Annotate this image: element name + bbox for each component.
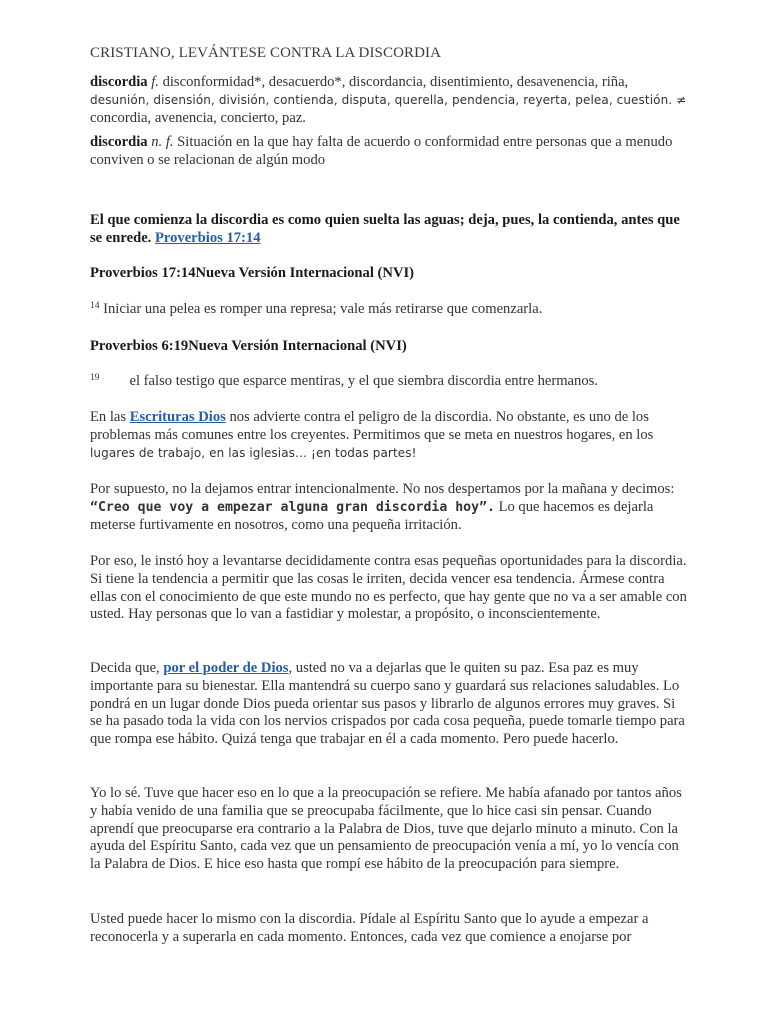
definition-1-term: discordia <box>90 74 148 90</box>
verse-number-14: 14 <box>90 301 100 311</box>
paragraph-4-b: , usted no va a dejarlas que le quiten su paz. Esa paz es muy importante para su bienestar. Ella mantendrá su cuerpo sano y guardará sus relaciones saludables. Lo pondrá en un lugar donde Dios pueda orientar sus pasos y librarlo de algunos errores muy graves. Si se ha pasado toda la vida con los nervios crispados por cada cosa pequeña, puede tomarle tiempo para que rompa ese hábito. Quizá tenga que trabajar en él a cada momento. Pero puede hacerlo. <box>90 660 685 748</box>
paragraph-1-a: En las <box>90 409 130 425</box>
heading-proverbios-6-19: Proverbios 6:19Nueva Versión Internacional (NVI) <box>90 338 407 354</box>
verse-number-19: 19 <box>90 373 100 383</box>
proverbios-17-14-link[interactable]: Proverbios 17:14 <box>154 229 261 246</box>
verse-quote-text: El que comienza la discordia es como quien suelta las aguas; deja, pues, la contienda, antes que se enrede. <box>90 212 680 246</box>
verse-19 <box>90 373 690 391</box>
paragraph-2 <box>90 481 690 534</box>
definition-2-pos: n. f. <box>151 134 174 150</box>
verse-14 <box>90 301 690 319</box>
paragraph-2-quote: “Creo que voy a empezar alguna gran discordia hoy”. <box>90 499 495 515</box>
paragraph-1-c: lugares de trabajo, en las iglesias… ¡en todas partes! <box>90 445 417 460</box>
definition-1 <box>90 74 690 127</box>
paragraph-2-a: Por supuesto, no la dejamos entrar intencionalmente. No nos despertamos por la mañana y decimos: <box>90 481 675 497</box>
definition-2 <box>90 134 690 170</box>
paragraph-2-b: Lo que hacemos es dejarla meterse furtivamente en nosotros, como una pequeña irritación. <box>90 498 654 533</box>
paragraph-1-b: nos advierte contra el peligro de la discordia. No obstante, es uno de los problemas más comunes entre los creyentes. Permitimos que se meta en nuestros hogares, en los <box>90 409 654 443</box>
page-title: CRISTIANO, LEVÁNTESE CONTRA LA DISCORDIA <box>90 45 442 61</box>
escrituras-dios-link[interactable]: Escrituras Dios <box>129 409 226 425</box>
definition-1-text-b: desunión, disensión, división, contienda, disputa, querella, pendencia, reyerta, pelea, cuestión. ≠ <box>90 92 687 107</box>
poder-de-dios-link[interactable]: por el poder de Dios <box>163 660 289 676</box>
paragraph-6: Usted puede hacer lo mismo con la discordia. Pídale al Espíritu Santo que lo ayude a empezar a reconocerla y a superarla en cada momento. Entonces, cada vez que comience a enojarse por <box>90 911 649 945</box>
definition-1-text-a: disconformidad*, desacuerdo*, discordancia, disentimiento, desavenencia, riña, <box>158 74 629 90</box>
paragraph-4 <box>90 660 690 749</box>
definition-1-text-c: concordia, avenencia, concierto, paz. <box>90 109 306 126</box>
verse-14-text: Iniciar una pelea es romper una represa; vale más retirarse que comenzarla. <box>99 301 543 317</box>
verse-19-text: el falso testigo que esparce mentiras, y el que siembra discordia entre hermanos. <box>129 373 598 389</box>
verse-quote <box>90 212 690 248</box>
definition-2-text: Situación en la que hay falta de acuerdo o conformidad entre personas que a menudo conviven o se relacionan de algún modo <box>90 134 673 168</box>
paragraph-4-a: Decida que, <box>90 660 164 676</box>
heading-proverbios-17-14: Proverbios 17:14Nueva Versión Internacional (NVI) <box>90 265 415 281</box>
paragraph-1 <box>90 409 690 462</box>
paragraph-5: Yo lo sé. Tuve que hacer eso en lo que a la preocupación se refiere. Me había afanado por tantos años y había venido de una familia que se preocupaba fácilmente, que lo hice casi sin pensar. Cuando aprendí que preocuparse era contrario a la Palabra de Dios, tuve que dejarlo minuto a minuto. Con la ayuda del Espíritu Santo, cada vez que un pensamiento de preocupación venía a mí, yo lo vencía con la Palabra de Dios. E hice eso hasta que rompí ese hábito de la preocupación para siempre. <box>90 785 682 873</box>
definition-2-term: discordia <box>90 134 148 150</box>
paragraph-3: Por eso, le instó hoy a levantarse decididamente contra esas pequeñas oportunidades para la discordia. Si tiene la tendencia a permitir que las cosas le irriten, decida vencer esa tendencia. Ármese contra ellas con el conocimiento de que este mundo no es perfecto, que hay gente que no va a ser amable con usted. Hay personas que lo van a fastidiar y molestar, a propósito, o inconscientemente. <box>90 553 687 623</box>
definition-1-pos: f. <box>151 74 159 90</box>
